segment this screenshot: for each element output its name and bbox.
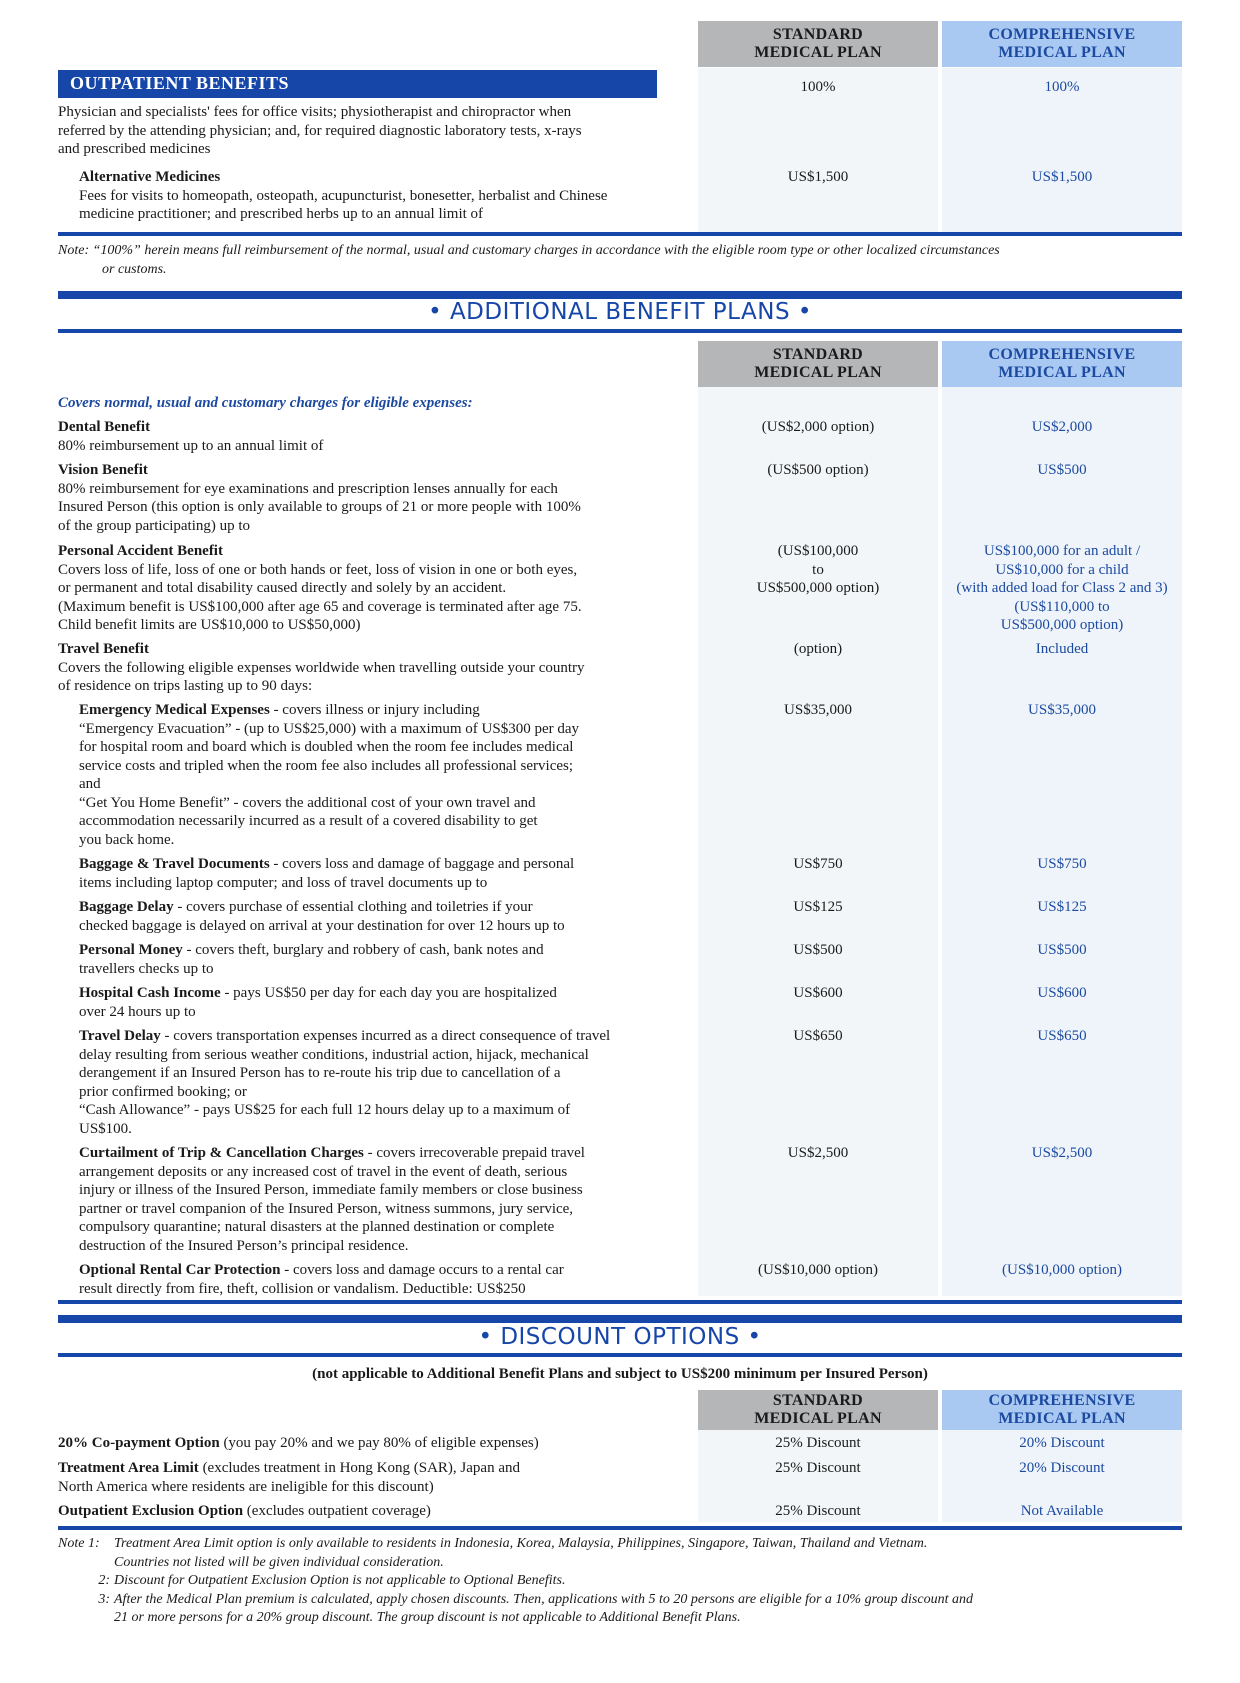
value-line: to [812, 561, 824, 578]
outpatient-desc [58, 103, 668, 159]
text-line: derangement if an Insured Person has to re-route his trip due to cancellation of a [79, 1065, 561, 1081]
travel-delay-comprehensive-value: US$650 [1037, 1028, 1087, 1044]
text-line: for hospital room and board which is doubled when the room fee includes medical [79, 739, 574, 755]
item-name: Alternative Medicines [79, 169, 221, 185]
outpatient-exclusion-standard-value: 25% Discount [775, 1503, 861, 1519]
text-line: arrangement deposits or any increased cost of travel in the event of death, serious [79, 1163, 568, 1180]
alternative-medicines [79, 168, 669, 224]
text-line: North America where residents are ineligible for this discount) [58, 1478, 434, 1495]
value-line: US$500,000 option) [1000, 617, 1124, 633]
text-line: you back home. [79, 831, 175, 848]
personal-accident-benefit [58, 542, 668, 635]
note-label: 3: [98, 1591, 110, 1607]
dental-benefit [58, 418, 668, 455]
rental-car-comprehensive-value: (US$10,000 option) [1002, 1262, 1122, 1278]
vision-standard-value: (US$500 option) [767, 462, 869, 478]
header-line: COMPREHENSIVE [988, 346, 1136, 363]
item-name: Personal Accident Benefit [58, 543, 223, 559]
hospital-cash-standard-value: US$600 [793, 985, 843, 1001]
treatment-area-standard-value: 25% Discount [775, 1460, 861, 1476]
item-name: Travel Delay [79, 1028, 161, 1044]
text-line: (you pay 20% and we pay 80% of eligible expenses) [219, 1435, 539, 1451]
text-line: - covers irrecoverable prepaid travel [363, 1145, 585, 1161]
text-line: “Emergency Evacuation” - (up to US$25,000) with a maximum of US$300 per day [79, 720, 580, 737]
standard-plan-header [698, 21, 938, 67]
outpatient-title-bar [58, 70, 657, 98]
text-line: Fees for visits to homeopath, osteopath, acupuncturist, bonesetter, herbalist and Chinese [79, 187, 608, 204]
item-name: 20% Co-payment Option [58, 1435, 220, 1451]
text-line: prior confirmed booking; or [79, 1083, 247, 1100]
baggage-delay [79, 898, 669, 935]
copayment-standard-value: 25% Discount [775, 1435, 861, 1451]
rental-car-protection [79, 1261, 669, 1298]
baggage-comprehensive-value: US$750 [1037, 856, 1087, 872]
text-line: 80% reimbursement up to an annual limit of [58, 437, 324, 454]
text-line: and [79, 776, 101, 792]
comprehensive-plan-header [942, 341, 1182, 387]
outpatient-title: OUTPATIENT BENEFITS [70, 73, 290, 93]
header-line: STANDARD [772, 346, 864, 363]
header-line: COMPREHENSIVE [988, 1392, 1136, 1409]
note-line: Discount for Outpatient Exclusion Option is not applicable to Optional Benefits. [114, 1573, 566, 1588]
curtailment-comprehensive-value: US$2,500 [1031, 1145, 1093, 1161]
text-line: of residence on trips lasting up to 90 days: [58, 678, 313, 694]
text-line: Covers loss of life, loss of one or both hands or feet, loss of vision in one or both eyes, [58, 561, 578, 578]
note-label: 2: [98, 1573, 110, 1588]
text-line: travellers checks up to [79, 960, 214, 977]
note-line: After the Medical Plan premium is calculated, apply chosen discounts. Then, applications with 5 to 20 persons are eligible for a 10% group discount and [114, 1591, 973, 1607]
travel-delay [79, 1027, 669, 1138]
item-name: Treatment Area Limit [58, 1460, 199, 1476]
section-divider [58, 232, 1182, 236]
item-name: Hospital Cash Income [79, 985, 221, 1001]
section-divider [58, 1526, 1182, 1530]
standard-plan-header [698, 341, 938, 387]
text-line: Child benefit limits are US$10,000 to US$50,000) [58, 617, 361, 633]
item-name: Baggage Delay [79, 899, 174, 915]
text-line: referred by the attending physician; and, for required diagnostic laboratory tests, x-rays [58, 122, 582, 139]
text-line: - covers loss and damage of baggage and personal [269, 856, 575, 872]
item-name: Emergency Medical Expenses [79, 702, 270, 718]
treatment-area-comprehensive-value: 20% Discount [1019, 1460, 1105, 1476]
item-name: Outpatient Exclusion Option [58, 1503, 244, 1519]
standard-plan-header [698, 1390, 938, 1430]
text-line: - covers loss and damage occurs to a rental car [280, 1262, 564, 1278]
copayment-comprehensive-value: 20% Discount [1019, 1435, 1105, 1451]
discount-notes [58, 1535, 1188, 1628]
text-line: (excludes outpatient coverage) [243, 1503, 431, 1519]
note-3 [58, 1591, 1188, 1628]
text-line: items including laptop computer; and loss of travel documents up to [79, 874, 488, 891]
text-line: “Get You Home Benefit” - covers the additional cost of your own travel and [79, 794, 536, 811]
item-name: Vision Benefit [58, 462, 148, 478]
text-line: service costs and tripled when the room fee also includes all professional services; [79, 757, 574, 774]
accident-comprehensive-value [942, 542, 1182, 635]
personal-money-comprehensive-value: US$500 [1037, 942, 1087, 958]
emergency-standard-value: US$35,000 [784, 702, 852, 718]
baggage-delay-standard-value: US$125 [793, 899, 843, 915]
header-line: MEDICAL PLAN [754, 44, 882, 61]
vision-benefit [58, 461, 668, 535]
rental-car-standard-value: (US$10,000 option) [758, 1262, 878, 1278]
note-line: or customs. [102, 261, 167, 277]
item-name: Curtailment of Trip & Cancellation Charges [79, 1145, 364, 1161]
section-divider [58, 1300, 1182, 1304]
discount-options-title: • DISCOUNT OPTIONS • [478, 1324, 762, 1350]
discount-treatment-area [58, 1459, 698, 1496]
baggage-delay-comprehensive-value: US$125 [1037, 899, 1087, 915]
text-line: destruction of the Insured Person’s principal residence. [79, 1237, 409, 1254]
header-line: MEDICAL PLAN [998, 1410, 1126, 1427]
dental-standard-value: (US$2,000 option) [761, 419, 875, 435]
baggage-standard-value: US$750 [793, 856, 843, 872]
note-label: Note 1: [58, 1536, 100, 1551]
comprehensive-plan-header [942, 21, 1182, 67]
header-line: MEDICAL PLAN [998, 44, 1126, 61]
section-rule-bottom [58, 329, 1182, 333]
emergency-comprehensive-value: US$35,000 [1028, 702, 1096, 718]
outpatient-exclusion-comprehensive-value: Not Available [1020, 1503, 1104, 1519]
value-line: (US$110,000 to [1014, 598, 1110, 615]
additional-intro: Covers normal, usual and customary charges for eligible expenses: [58, 395, 473, 411]
header-line: MEDICAL PLAN [754, 1410, 882, 1427]
travel-comprehensive-value: Included [1035, 641, 1089, 657]
text-line: and prescribed medicines [58, 141, 211, 157]
emergency-medical-expenses [79, 701, 669, 849]
text-line: 80% reimbursement for eye examinations and prescription lenses annually for each [58, 480, 558, 497]
value-line: US$10,000 for a child [995, 561, 1129, 578]
text-line: over 24 hours up to [79, 1003, 196, 1020]
value-line: (with added load for Class 2 and 3) [956, 580, 1168, 596]
header-line: MEDICAL PLAN [998, 364, 1126, 381]
note-1 [58, 1535, 1188, 1572]
text-line: partner or travel companion of the Insured Person, witness summons, jury service, [79, 1200, 574, 1217]
text-line: result directly from fire, theft, collision or vandalism. Deductible: US$250 [79, 1280, 526, 1297]
text-line: medicine practitioner; and prescribed herbs up to an annual limit of [79, 206, 484, 222]
header-line: MEDICAL PLAN [754, 364, 882, 381]
item-name: Baggage & Travel Documents [79, 856, 270, 872]
text-line: checked baggage is delayed on arrival at your destination for over 12 hours up to [79, 917, 565, 934]
section-rule-bottom [58, 1353, 1182, 1357]
discount-outpatient-exclusion [58, 1502, 698, 1521]
outpatient-comprehensive-value: 100% [1044, 79, 1080, 95]
value-line: (US$100,000 [777, 543, 859, 559]
accident-standard-value [698, 542, 938, 598]
outpatient-standard-value: 100% [800, 79, 836, 95]
value-line: US$500,000 option) [756, 580, 880, 596]
text-line: Covers the following eligible expenses worldwide when travelling outside your country [58, 659, 585, 676]
item-name: Dental Benefit [58, 419, 151, 435]
note-line: Countries not listed will be given individual consideration. [114, 1554, 444, 1570]
outpatient-note [58, 242, 1182, 279]
text-line: Physician and specialists' fees for office visits; physiotherapist and chiropractor when [58, 104, 572, 120]
text-line: (Maximum benefit is US$100,000 after age 65 and coverage is terminated after age 75. [58, 598, 582, 615]
text-line: US$100. [79, 1120, 132, 1137]
note-line: Treatment Area Limit option is only available to residents in Indonesia, Korea, Malaysia, Philippines, Singapore, Taiwan, Thailand and Vietnam. [114, 1536, 928, 1551]
travel-benefit [58, 640, 668, 696]
text-line: - covers purchase of essential clothing and toiletries if your [173, 899, 533, 915]
discount-subtitle: (not applicable to Additional Benefit Plans and subject to US$200 minimum per Insured Person) [312, 1366, 928, 1382]
value-line: US$100,000 for an adult / [983, 543, 1141, 559]
personal-money-standard-value: US$500 [793, 942, 843, 958]
text-line: delay resulting from serious weather conditions, industrial action, hijack, mechanical [79, 1046, 589, 1063]
text-line: - covers theft, burglary and robbery of cash, bank notes and [182, 942, 544, 958]
note-line: Note: “100%” herein means full reimbursement of the normal, usual and customary charges in accordance with the eligible room type or other localized circumstances [58, 243, 1000, 258]
text-line: (excludes treatment in Hong Kong (SAR), Japan and [198, 1460, 520, 1476]
note-line: 21 or more persons for a 20% group discount. The group discount is not applicable to Additional Benefit Plans. [114, 1610, 741, 1625]
text-line: - covers transportation expenses incurred as a direct consequence of travel [160, 1028, 611, 1044]
vision-comprehensive-value: US$500 [1037, 462, 1087, 478]
dental-comprehensive-value: US$2,000 [1031, 419, 1093, 435]
travel-standard-value: (option) [793, 641, 843, 657]
text-line: “Cash Allowance” - pays US$25 for each full 12 hours delay up to a maximum of [79, 1102, 571, 1118]
text-line: injury or illness of the Insured Person, immediate family members or close business [79, 1182, 583, 1198]
travel-delay-standard-value: US$650 [793, 1028, 843, 1044]
text-line: accommodation necessarily incurred as a result of a covered disability to get [79, 813, 538, 829]
item-name: Personal Money [79, 942, 183, 958]
text-line: Insured Person (this option is only available to groups of 21 or more people with 100% [58, 499, 581, 515]
text-line: or permanent and total disability caused directly and solely by an accident. [58, 580, 507, 596]
alt-med-standard-value: US$1,500 [787, 169, 849, 185]
item-name: Optional Rental Car Protection [79, 1262, 281, 1278]
text-line: of the group participating) up to [58, 517, 251, 534]
additional-benefits-title: • ADDITIONAL BENEFIT PLANS • [428, 299, 812, 325]
hospital-cash-income [79, 984, 669, 1021]
discount-copayment [58, 1434, 698, 1453]
comprehensive-plan-header [942, 1390, 1182, 1430]
text-line: compulsory quarantine; natural disasters at the planned destination or complete [79, 1219, 555, 1235]
personal-money [79, 941, 669, 978]
text-line: - pays US$50 per day for each day you are hospitalized [220, 985, 557, 1001]
text-line: - covers illness or injury including [269, 702, 480, 718]
header-line: STANDARD [772, 1392, 864, 1409]
note-2 [58, 1572, 1188, 1591]
item-name: Travel Benefit [58, 641, 149, 657]
header-line: STANDARD [772, 26, 864, 43]
hospital-cash-comprehensive-value: US$600 [1037, 985, 1087, 1001]
baggage-travel-documents [79, 855, 669, 892]
curtailment-standard-value: US$2,500 [787, 1145, 849, 1161]
header-line: COMPREHENSIVE [988, 26, 1136, 43]
alt-med-comprehensive-value: US$1,500 [1031, 169, 1093, 185]
curtailment-cancellation [79, 1144, 669, 1255]
